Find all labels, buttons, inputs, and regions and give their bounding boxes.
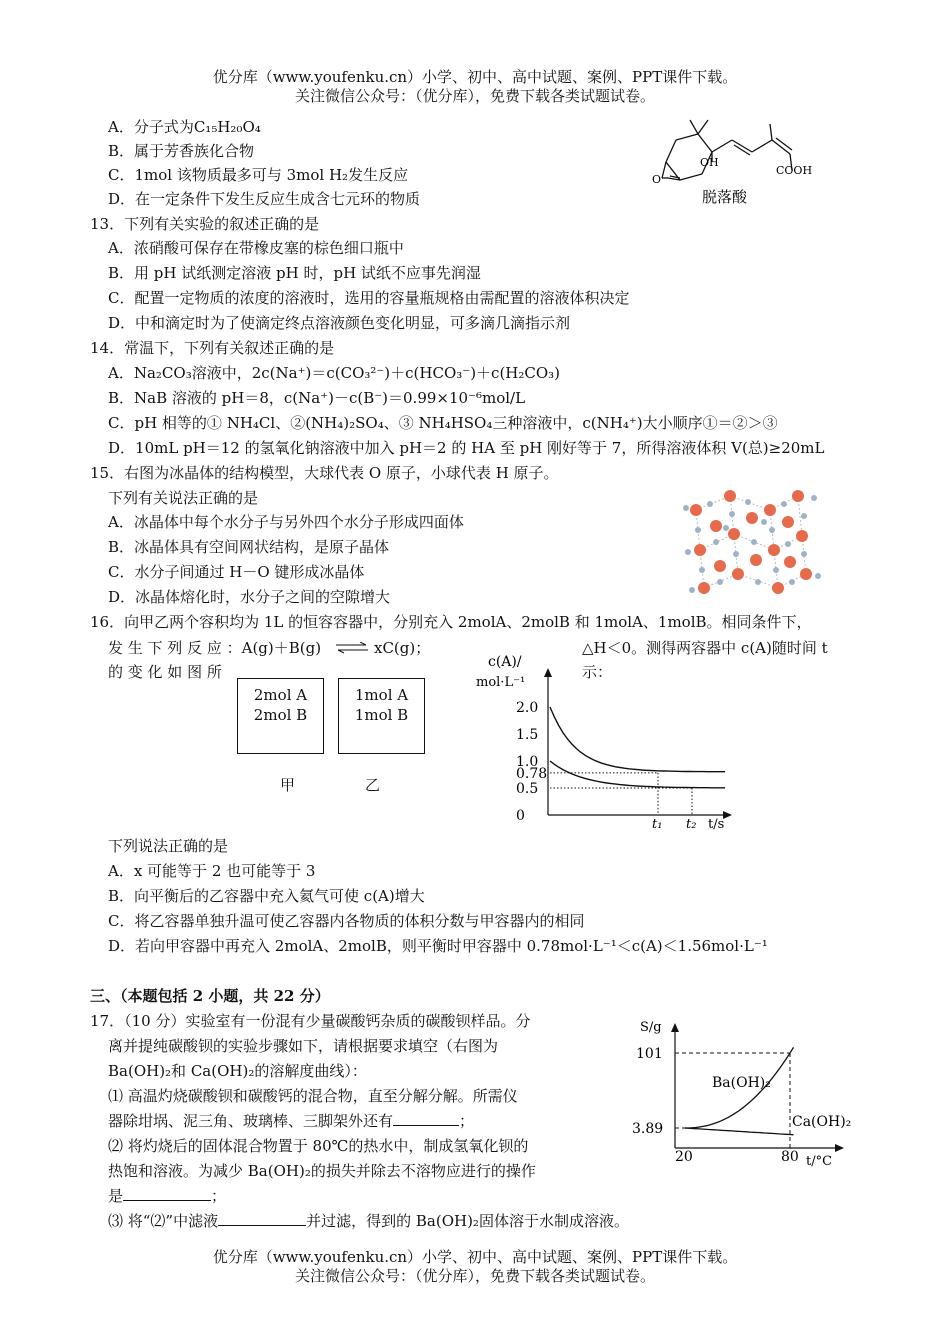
q15-option-b: B．冰晶体具有空间网状结构，是原子晶体 [108,538,390,556]
label-jia: 甲 [280,776,296,794]
q17-line-9b: 并过滤，得到的 Ba(OH)₂固体溶于水制成溶液。 [306,1212,629,1230]
q14-option-a: A．Na₂CO₃溶液中，2c(Na⁺)＝c(CO₃²⁻)＋c(HCO₃⁻)＋c(H₂CO₃) [108,364,561,382]
concentration-time-chart [470,650,740,835]
q16-tail-right: 示： [582,663,613,681]
q13-option-c: C．配置一定物质的浓度的溶液时，选用的容量瓶规格由需配置的溶液体积决定 [108,289,630,307]
q12-option-d: D．在一定条件下发生反应生成含七元环的物质 [108,190,421,208]
container-jia [237,678,324,754]
q17-line-8-text: 是 [108,1187,124,1205]
yi-content-a: 1mol A [354,686,409,704]
xtick-t1: t₁ [652,817,663,832]
chart1-ytick-1: 1.5 [516,727,539,743]
q17-line-5-text: 器除坩埚、泥三角、玻璃棒、三脚架外还有 [108,1112,394,1130]
chart1-ytick-3: 0.78 [516,765,548,782]
equilibrium-arrow-icon [334,642,370,654]
q17-line-5 [108,1111,474,1131]
q17-line-8-end: ； [211,1187,227,1205]
q17-line-5-end: ； [459,1112,475,1130]
chart2-ytick-389: 3.89 [632,1121,664,1137]
solubility-curve-chart [630,1015,860,1170]
container-yi [338,678,425,754]
footer-line-2: 关注微信公众号：（优分库），免费下载各类试题试卷。 [294,1267,655,1285]
chart1-y-arrow [544,668,552,677]
q12-option-b: B．属于芳香族化合物 [108,142,255,160]
q16-tail-left: 的 变 化 如 图 所 [108,663,222,681]
q17-line-9 [108,1211,629,1231]
q12-option-a: A．分子式为C₁₅H₂₀O₄ [108,118,261,136]
q15-option-d: D．冰晶体熔化时，水分子之间的空隙增大 [108,588,391,606]
q16-after: 下列说法正确的是 [108,837,229,855]
oh-label: OH [700,156,719,169]
chart1-ytick-5: 0 [516,808,525,824]
answer-blank-3[interactable] [218,1211,306,1226]
ice-crystal-model [680,478,830,606]
q13-option-a: A．浓硝酸可保存在带橡皮塞的棕色细口瓶中 [108,239,404,257]
legend-caoh2: Ca(OH)₂ [792,1114,852,1130]
answer-blank-2[interactable] [123,1186,211,1201]
chart1-ytick-2: 1.0 [516,754,539,770]
jia-content-a: 2mol A [253,686,308,704]
q17-line-9a: ⑶ 将“⑵”中滤液 [108,1212,219,1230]
q16-reaction-left: 发 生 下 列 反 应 ：A(g)＋B(g) [108,639,322,657]
cooh-label: COOH [776,164,813,177]
q17-line-4: ⑴ 高温灼烧碳酸钡和碳酸钙的混合物，直至分解分解。所需仪 [108,1087,518,1105]
structure-caption: 脱落酸 [702,188,748,206]
q14-option-b: B．NaB 溶液的 pH＝8，c(Na⁺)－c(B⁻)＝0.99×10⁻⁶mol/L [108,389,526,407]
q15-option-c: C．水分子间通过 H－O 键形成冰晶体 [108,563,365,581]
yi-content-b: 1mol B [354,706,409,724]
header-line-2: 关注微信公众号：（优分库），免费下载各类试题试卷。 [294,87,655,105]
q17-line-6: ⑵ 将灼烧后的固体混合物置于 80℃的热水中，制成氢氧化钡的 [108,1137,529,1155]
q12-option-c: C．1mol 该物质最多可与 3mol H₂发生反应 [108,166,409,184]
carbonyl-o-label: O [652,173,662,186]
chart1-xlabel: t/s [708,817,725,832]
q17-line-2: 离并提纯碳酸钡的实验步骤如下，请根据要求填空（右图为 [108,1037,499,1055]
abscisic-acid-structure [640,112,840,210]
chart2-xtick-80: 80 [781,1149,799,1165]
q16-option-c: C．将乙容器单独升温可使乙容器内各物质的体积分数与甲容器内的相同 [108,912,585,930]
q13-option-b: B．用 pH 试纸测定溶液 pH 时，pH 试纸不应事先润湿 [108,264,481,282]
chart2-y-arrow [671,1023,679,1032]
chart2-ylabel: S/g [640,1020,662,1035]
q16-option-a: A．x 可能等于 2 也可能等于 3 [108,862,316,880]
series-jia-curve [550,707,725,772]
xtick-t2: t₂ [686,817,697,832]
legend-baoh2: Ba(OH)₂ [712,1075,771,1091]
q16-condition: △H＜0。测得两容器中 c(A)随时间 t [582,639,828,657]
q17-line-3: Ba(OH)₂和 Ca(OH)₂的溶解度曲线）： [108,1062,367,1080]
chart1-ylabel-top: c(A)/ [488,654,522,670]
chart2-xlabel: t/°C [806,1154,833,1169]
q16-stem: 16．向甲乙两个容积均为 1L 的恒容容器中，分别充入 2molA、2molB 和 1molA、1molB。相同条件下， [90,613,812,631]
q16-option-d: D．若向甲容器中再充入 2molA、2molB，则平衡时甲容器中 0.78mol·L⁻¹＜c(A)＜1.56mol·L⁻¹ [108,937,768,955]
chart2-x-arrow [835,1144,844,1152]
q17-line-8 [108,1186,226,1206]
footer-line-1: 优分库（www.youfenku.cn）小学、初中、高中试题、案例、PPT课件下载。 [212,1248,738,1266]
chart2-xtick-20: 20 [675,1149,693,1165]
series-caoh2-curve [685,1128,794,1135]
q16-reaction-right: xC(g)； [374,639,431,657]
jia-content-b: 2mol B [253,706,308,724]
answer-blank-1[interactable] [393,1111,459,1126]
q13-option-d: D．中和滴定时为了使滴定终点溶液颜色变化明显，可多滴几滴指示剂 [108,314,571,332]
header-line-1: 优分库（www.youfenku.cn）小学、初中、高中试题、案例、PPT课件下载。 [212,68,738,86]
q14-stem: 14．常温下，下列有关叙述正确的是 [90,339,335,357]
q13-stem: 13．下列有关实验的叙述正确的是 [90,215,320,233]
label-yi: 乙 [365,776,381,794]
chart1-x-arrow [723,811,732,819]
chart2-ytick-101: 101 [636,1046,663,1062]
q15-option-a: A．冰晶体中每个水分子与另外四个水分子形成四面体 [108,513,464,531]
chart1-ylabel-unit: mol·L⁻¹ [476,675,526,690]
chart1-ytick-0: 2.0 [516,700,539,716]
q15-stem: 15．右图为冰晶体的结构模型，大球代表 O 原子，小球代表 H 原子。 [90,464,559,482]
q16-option-b: B．向平衡后的乙容器中充入氦气可使 c(A)增大 [108,887,425,905]
q17-line-1: 17．（10 分）实验室有一份混有少量碳酸钙杂质的碳酸钡样品。分 [90,1012,531,1030]
q14-option-c: C．pH 相等的① NH₄Cl、②(NH₄)₂SO₄、③ NH₄HSO₄三种溶液中，c(NH₄⁺)大小顺序①＝②＞③ [108,414,778,432]
q15-stem-2: 下列有关说法正确的是 [108,489,259,507]
q17-line-7: 热饱和溶液。为减少 Ba(OH)₂的损失并除去不溶物应进行的操作 [108,1162,536,1180]
q14-option-d: D．10mL pH＝12 的氢氧化钠溶液中加入 pH＝2 的 HA 至 pH 刚好等于 7，所得溶液体积 V(总)≥20mL [108,439,825,457]
chart1-ytick-4: 0.5 [516,781,539,797]
section-3-title: 三、（本题包括 2 小题，共 22 分） [90,987,330,1005]
series-yi-curve [550,761,725,788]
